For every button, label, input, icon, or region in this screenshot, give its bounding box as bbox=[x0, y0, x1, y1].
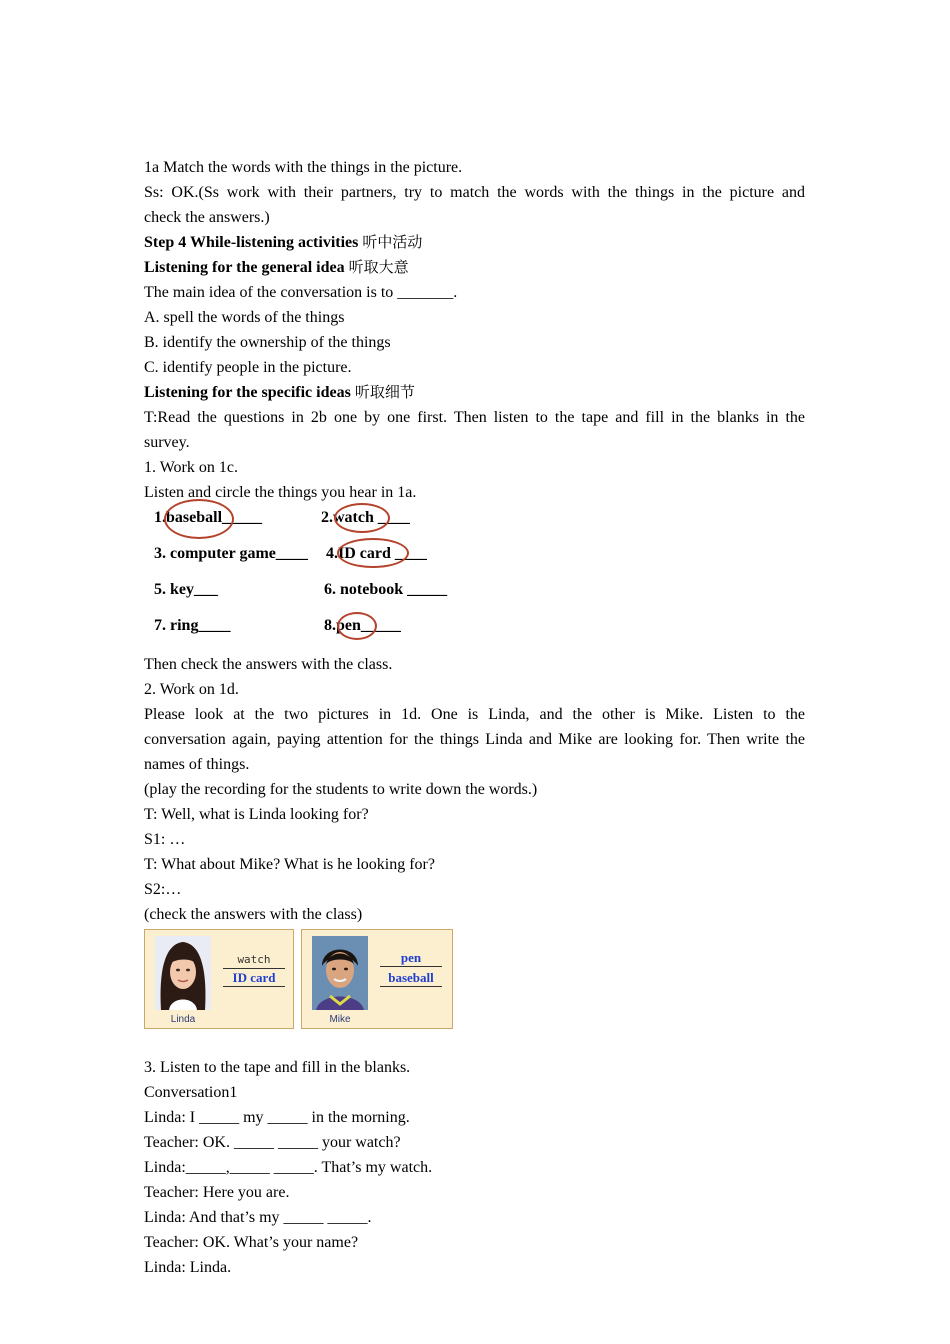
answer-circle-pen bbox=[337, 612, 377, 640]
specific-ideas-cn: 听取细节 bbox=[354, 383, 415, 401]
word-item-2: 2.watch ____ bbox=[321, 509, 410, 526]
specific-ideas-en: Listening for the specific ideas bbox=[144, 384, 351, 401]
part3-line-1: 3. Listen to the tape and fill in the blanks. bbox=[144, 1059, 411, 1076]
after-line-4: conversation again, paying attention for the things Linda and Mike are looking for. Then write the bbox=[144, 731, 805, 748]
linda-answer-1: watch bbox=[223, 952, 285, 969]
after-line-10: S2:… bbox=[144, 881, 182, 898]
option-a: A. spell the words of the things bbox=[144, 309, 345, 326]
work-1c: 1. Work on 1c. bbox=[144, 459, 238, 476]
after-line-6: (play the recording for the students to write down the words.) bbox=[144, 781, 538, 798]
word-item-6: 6. notebook _____ bbox=[324, 581, 448, 598]
linda-photo bbox=[155, 936, 211, 1010]
linda-answer-2: ID card bbox=[223, 970, 285, 987]
after-line-7: T: Well, what is Linda looking for? bbox=[144, 806, 369, 823]
option-b: B. identify the ownership of the things bbox=[144, 334, 391, 351]
mike-answer-1: pen bbox=[380, 950, 442, 967]
after-line-3: Please look at the two pictures in 1d. One is Linda, and the other is Mike. Listen to the bbox=[144, 706, 805, 723]
word-list-figure bbox=[144, 505, 805, 652]
specific-ideas-heading bbox=[144, 380, 805, 405]
linda-panel bbox=[144, 929, 294, 1029]
answer-circle-id-card bbox=[337, 538, 409, 568]
after-line-2: 2. Work on 1d. bbox=[144, 681, 239, 698]
part3-line-7: Linda: And that’s my _____ _____. bbox=[144, 1209, 372, 1226]
document-body bbox=[144, 155, 805, 1280]
after-line-5: names of things. bbox=[144, 756, 250, 773]
general-idea-cn: 听取大意 bbox=[348, 258, 409, 276]
option-c: C. identify people in the picture. bbox=[144, 359, 352, 376]
part3-line-6: Teacher: Here you are. bbox=[144, 1184, 290, 1201]
part3-line-3: Linda: I _____ my _____ in the morning. bbox=[144, 1109, 410, 1126]
intro-line-1: 1a Match the words with the things in the picture. bbox=[144, 159, 463, 176]
answer-circle-watch bbox=[334, 503, 390, 533]
word-item-1: 1.baseball_____ bbox=[154, 509, 263, 526]
word-item-3: 3. computer game____ bbox=[154, 545, 308, 562]
general-idea-heading bbox=[144, 255, 805, 280]
instruction-line-1: T:Read the questions in 2b one by one first. Then listen to the tape and fill in the blanks in the bbox=[144, 409, 805, 426]
listen-circle-instruction: Listen and circle the things you hear in 1a. bbox=[144, 484, 417, 501]
step4-heading bbox=[144, 230, 805, 255]
part3-line-8: Teacher: OK. What’s your name? bbox=[144, 1234, 359, 1251]
intro-line-3: check the answers.) bbox=[144, 209, 270, 226]
main-idea-question: The main idea of the conversation is to _______. bbox=[144, 284, 458, 301]
part3-line-5: Linda:_____,_____ _____. That’s my watch. bbox=[144, 1159, 433, 1176]
word-item-5: 5. key___ bbox=[154, 581, 218, 598]
part3-line-4: Teacher: OK. _____ _____ your watch? bbox=[144, 1134, 401, 1151]
mike-caption: Mike bbox=[329, 1014, 351, 1025]
linda-caption: Linda bbox=[170, 1014, 196, 1025]
word-item-8: 8.pen_____ bbox=[324, 617, 401, 634]
mike-panel bbox=[301, 929, 453, 1029]
after-line-9: T: What about Mike? What is he looking for? bbox=[144, 856, 435, 873]
step4-heading-cn: 听中活动 bbox=[362, 233, 423, 251]
part3-line-9: Linda: Linda. bbox=[144, 1259, 232, 1276]
word-item-4: 4.ID card ____ bbox=[326, 545, 427, 562]
after-line-1: Then check the answers with the class. bbox=[144, 656, 393, 673]
instruction-line-2: survey. bbox=[144, 434, 190, 451]
intro-line-2: Ss: OK.(Ss work with their partners, try to match the words with the things in the picture and bbox=[144, 184, 805, 201]
mike-photo bbox=[312, 936, 368, 1010]
after-line-8: S1: … bbox=[144, 831, 186, 848]
mike-answer-2: baseball bbox=[380, 970, 442, 987]
step4-heading-en: Step 4 While-listening activities bbox=[144, 234, 359, 251]
general-idea-en: Listening for the general idea bbox=[144, 259, 345, 276]
word-item-7: 7. ring____ bbox=[154, 617, 231, 634]
part3-line-2: Conversation1 bbox=[144, 1084, 238, 1101]
after-line-11: (check the answers with the class) bbox=[144, 906, 363, 923]
picture-panels bbox=[144, 927, 805, 1055]
answer-circle-baseball bbox=[164, 499, 234, 539]
